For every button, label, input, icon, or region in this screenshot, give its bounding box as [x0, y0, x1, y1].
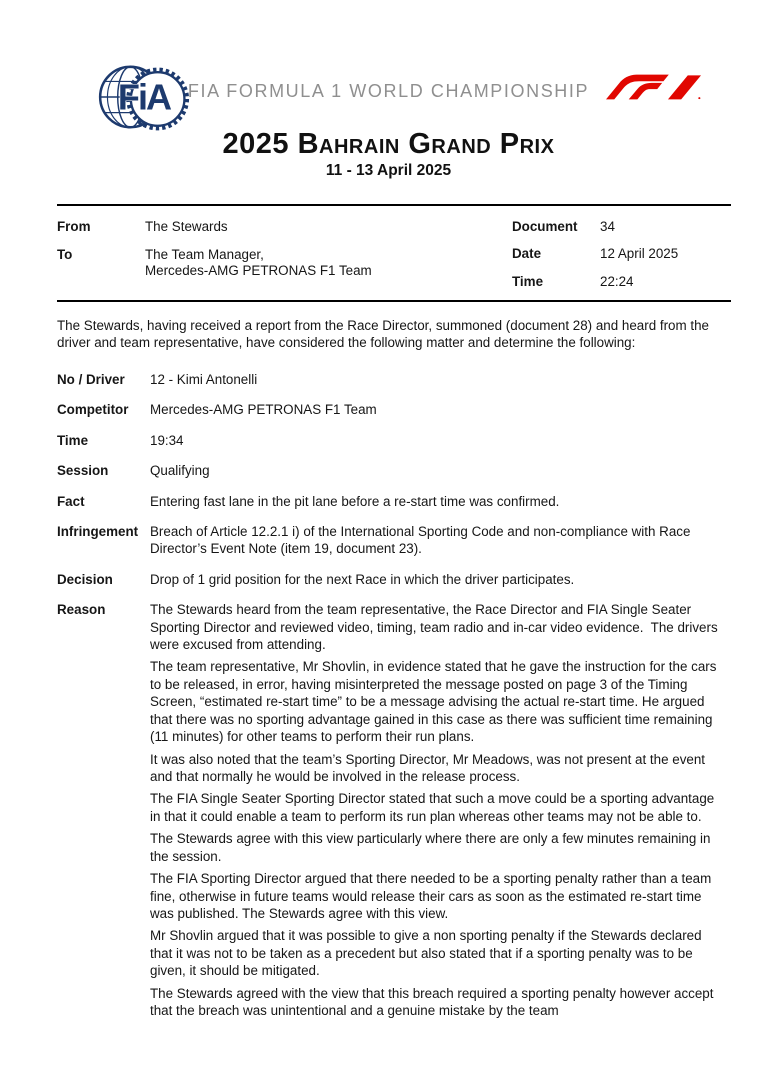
field-value: 12 - Kimi Antonelli	[150, 371, 258, 387]
meta-table	[57, 204, 731, 302]
field-value: Mercedes-AMG PETRONAS F1 Team	[150, 402, 377, 418]
from-label: From	[57, 219, 91, 234]
field-row-no-driver	[57, 371, 720, 388]
field-value: Drop of 1 grid position for the next Race in which the driver participates.	[150, 571, 575, 587]
reason-paragraph: The Stewards agree with this view particularly where there are only a few minutes remaining in the session.	[150, 831, 711, 864]
reason-label: Reason	[57, 602, 106, 618]
reason-paragraph: The Stewards heard from the team representative, the Race Director and FIA Single Seater Sporting Director and reviewed video, timing, team radio and in-car video evidence. The drivers were excused from attending.	[150, 602, 718, 653]
time-row	[512, 274, 731, 289]
field-value: Breach of Article 12.2.1 i) of the International Sporting Code and non-compliance with Race Director’s Event Note (item 19, document 23).	[150, 523, 691, 557]
field-label: Session	[57, 463, 109, 479]
field-row-session	[57, 462, 720, 479]
f1-logo-icon	[606, 74, 701, 100]
field-label: Decision	[57, 571, 113, 587]
event-title-block	[0, 129, 777, 180]
field-label: No / Driver	[57, 371, 125, 387]
field-value: Entering fast lane in the pit lane before a re-start time was confirmed.	[150, 493, 560, 509]
time-label: Time	[512, 273, 544, 289]
field-label: Time	[57, 432, 89, 448]
to-row	[57, 247, 457, 278]
field-row-infringement	[57, 523, 720, 558]
field-row-decision	[57, 571, 720, 588]
reason-paragraph: The team representative, Mr Shovlin, in evidence stated that he gave the instruction for the cars to be released, in error, having misinterpreted the message posted on page 3 of the Timing Screen, “estimated re-start time” to be a message advising the actual re-start time. He argued that there was no sporting advantage gained in this case as there was sufficient time remaining (11 minutes) for other teams to perform their run plans.	[150, 659, 717, 745]
reason-paragraph: It was also noted that the team’s Sporting Director, Mr Meadows, was not present at the event and that normally he would be involved in the release process.	[150, 751, 706, 785]
reason-paragraph: The FIA Sporting Director argued that there needed to be a sporting penalty rather than a team fine, otherwise in future teams would release their cars as soon as the estimated re-start time was published. The Stewards agree with this view.	[150, 871, 712, 921]
from-value: The Stewards	[145, 219, 228, 234]
date-label: Date	[512, 246, 542, 262]
document-label: Document	[512, 219, 578, 234]
reason-paragraph: The Stewards agreed with the view that this breach required a sporting penalty however accept that the breach was unintentional and a genuine mistake by the team	[150, 985, 714, 1019]
reason-paragraph: Mr Shovlin argued that it was possible to give a non sporting penalty if the Stewards declared that it was not to be taken as a precedent but also stated that if a sporting penalty was to be given, it should be mitigated.	[150, 928, 702, 979]
championship-title: FIA FORMULA 1 WORLD CHAMPIONSHIP	[187, 81, 590, 101]
field-label: Fact	[57, 493, 85, 509]
intro-paragraph: The Stewards, having received a report from the Race Director, summoned (document 28) and heard from the driver and team representative, have considered the following matter and determine the following:	[57, 318, 709, 351]
field-row-time	[57, 432, 720, 449]
document-value: 34	[600, 219, 615, 234]
field-value: Qualifying	[150, 463, 210, 479]
field-row-fact	[57, 493, 720, 510]
reason-paragraph: The FIA Single Seater Sporting Director stated that such a move could be a sporting advantage in that it could enable a team to perform its run plan whereas other teams may not be able to.	[150, 791, 715, 824]
to-value	[145, 247, 457, 278]
field-label: Competitor	[57, 402, 129, 418]
field-label: Infringement	[57, 523, 139, 539]
document-body	[57, 317, 720, 1033]
date-row	[512, 246, 731, 261]
reason-paragraphs	[150, 601, 720, 1019]
to-value-line2: Mercedes-AMG PETRONAS F1 Team	[145, 262, 372, 278]
fia-logo-text: FiA	[117, 76, 171, 118]
fia-logo-icon	[98, 60, 190, 136]
field-value: 19:34	[150, 432, 184, 448]
event-title: 2025 Bahrain Grand Prix	[222, 128, 555, 160]
meta-left-column	[57, 219, 457, 291]
time-value: 22:24	[600, 273, 634, 289]
field-row-competitor	[57, 401, 720, 418]
from-row	[57, 219, 457, 234]
to-value-line1: The Team Manager,	[145, 247, 264, 263]
document-row	[512, 219, 731, 234]
event-dates: 11 - 13 April 2025	[325, 162, 452, 180]
meta-right-column	[512, 219, 731, 301]
to-label: To	[57, 247, 73, 263]
field-row-reason	[57, 601, 720, 1019]
date-value: 12 April 2025	[600, 246, 679, 262]
